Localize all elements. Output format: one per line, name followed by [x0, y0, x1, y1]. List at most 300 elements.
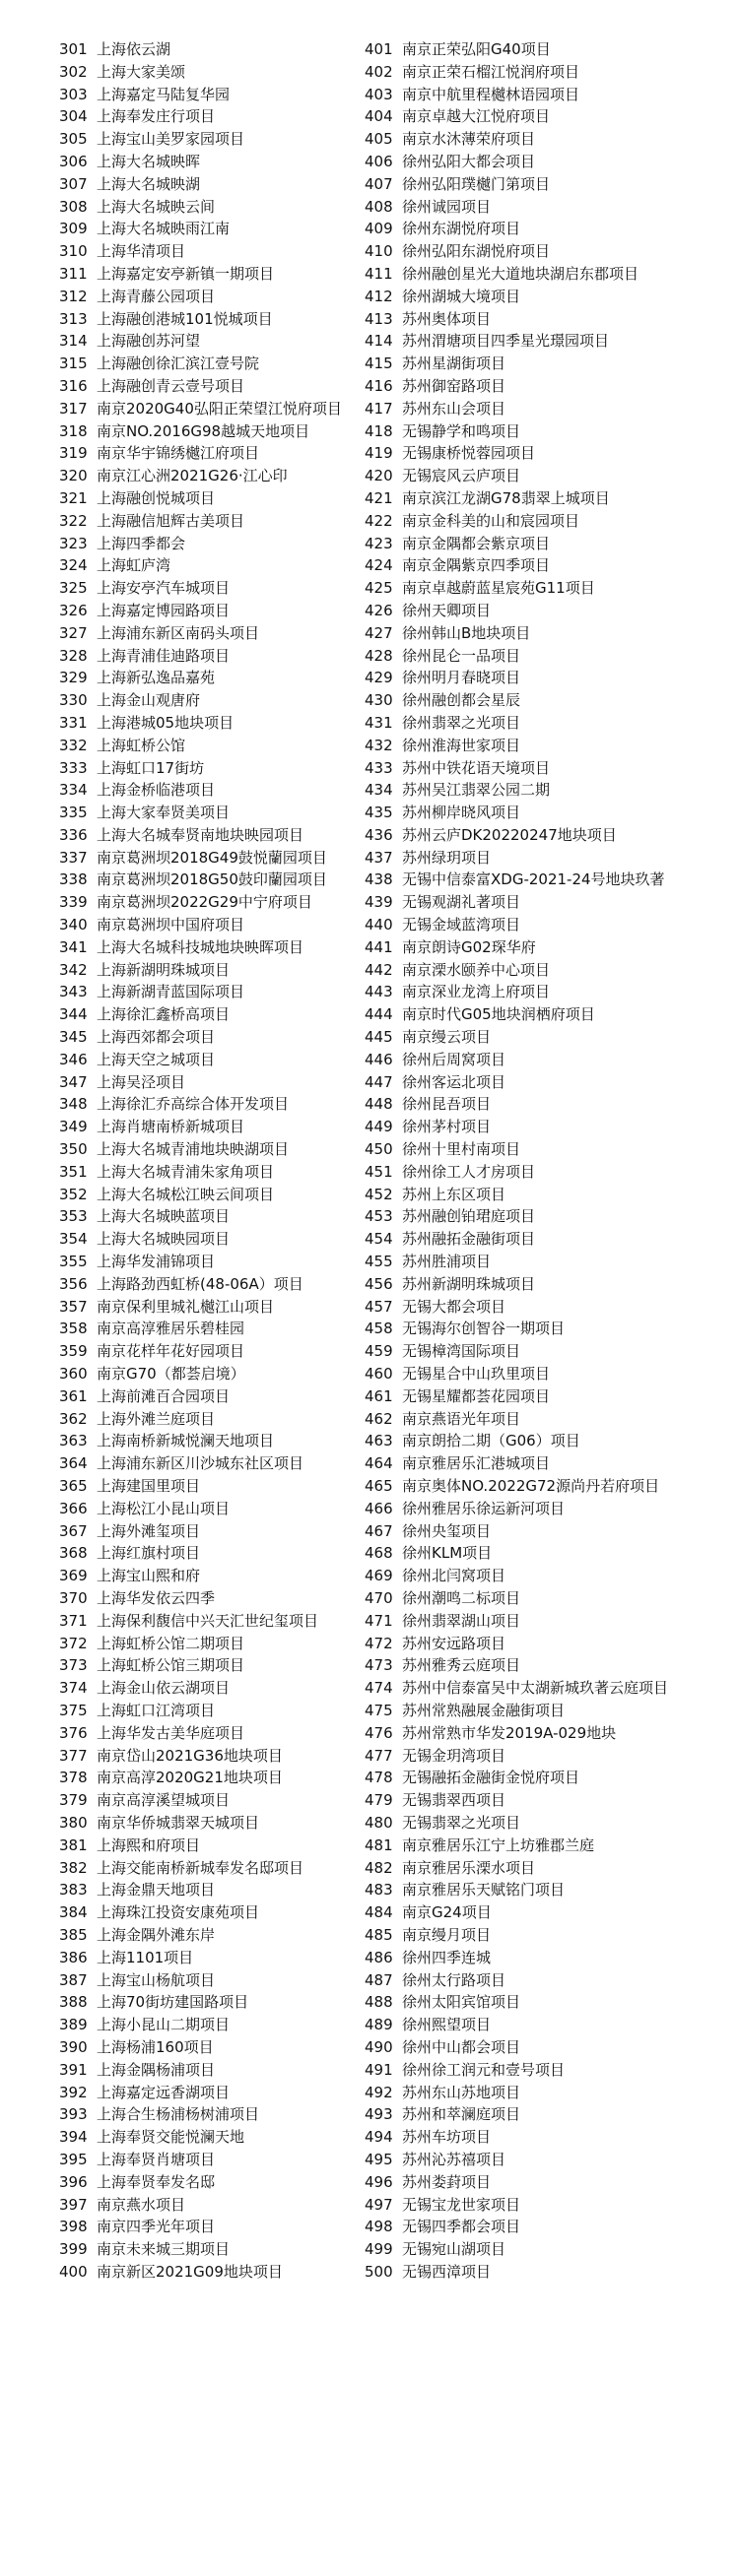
- list-item: [59, 2083, 355, 2103]
- item-number: 477: [365, 1746, 393, 1765]
- project-name: 上海松江小昆山项目: [97, 1499, 231, 1517]
- list-item: [365, 1858, 680, 1879]
- project-name: 上海嘉定博园路项目: [97, 601, 231, 619]
- item-number: 402: [365, 62, 393, 81]
- project-name: 上海奉贤交能悦澜天地: [97, 2128, 245, 2147]
- project-name: 南京中航里程樾林语园项目: [402, 85, 580, 103]
- item-number: 397: [59, 2195, 88, 2214]
- project-name: 上海新湖明珠城项目: [97, 960, 231, 979]
- list-item: [365, 1499, 680, 1519]
- project-name: 上海大名城奉贤南地块映园项目: [97, 825, 304, 844]
- item-number: 493: [365, 2105, 393, 2124]
- list-item: [365, 1050, 680, 1070]
- list-item: [365, 1701, 680, 1721]
- project-name: 上海金隅杨浦项目: [97, 2060, 216, 2079]
- project-name: 上海大名城映园项目: [97, 1230, 231, 1249]
- item-number: 315: [59, 354, 88, 373]
- project-name: 苏州沁苏禧项目: [402, 2150, 506, 2168]
- project-name: 上海奉贤肖塘项目: [97, 2150, 216, 2168]
- list-item: [365, 578, 680, 599]
- list-item: [365, 915, 680, 935]
- item-number: 327: [59, 623, 88, 642]
- list-item: [59, 2015, 355, 2035]
- item-number: 338: [59, 870, 88, 889]
- item-number: 491: [365, 2060, 393, 2079]
- list-item: [59, 1476, 355, 1497]
- item-number: 455: [365, 1253, 393, 1271]
- list-item: [365, 129, 680, 150]
- project-name: 苏州东山会项目: [402, 399, 506, 418]
- list-item: [365, 197, 680, 218]
- list-item: [59, 1880, 355, 1900]
- list-item: [59, 1206, 355, 1227]
- item-number: 494: [365, 2128, 393, 2147]
- list-item: [365, 2060, 680, 2081]
- list-item: [365, 2015, 680, 2035]
- project-name: 徐州潮鸣二标项目: [402, 1588, 521, 1607]
- project-name: 上海宝山美罗家园项目: [97, 130, 245, 149]
- item-number: 488: [365, 1993, 393, 2012]
- list-item: [365, 219, 680, 239]
- project-name: 苏州御窑路项目: [402, 376, 506, 395]
- list-item: [365, 534, 680, 554]
- project-name: 徐州四季连城: [402, 1948, 492, 1966]
- project-name: 徐州太行路项目: [402, 1970, 506, 1989]
- list-item: [59, 713, 355, 734]
- project-name: 苏州融拓金融街项目: [402, 1230, 536, 1249]
- project-name: 上海融创悦城项目: [97, 488, 216, 507]
- project-name: 徐州东湖悦府项目: [402, 220, 521, 238]
- project-name: 南京燕语光年项目: [402, 1409, 521, 1428]
- item-number: 356: [59, 1274, 88, 1293]
- list-item: [365, 1588, 680, 1609]
- project-name: 南京雅居乐天赋铭门项目: [402, 1881, 566, 1900]
- item-number: 498: [365, 2218, 393, 2236]
- item-number: 417: [365, 399, 393, 418]
- item-number: 437: [365, 848, 393, 867]
- list-item: [59, 331, 355, 352]
- item-number: 427: [365, 623, 393, 642]
- project-name: 南京葛洲坝2018G50鼓印蘭园项目: [97, 870, 327, 889]
- project-name: 南京G24项目: [402, 1903, 492, 1922]
- list-item: [365, 1027, 680, 1048]
- item-number: 422: [365, 511, 393, 530]
- item-number: 392: [59, 2083, 88, 2101]
- project-name: 上海建国里项目: [97, 1477, 201, 1495]
- item-number: 424: [365, 556, 393, 575]
- list-item: [59, 1746, 355, 1767]
- project-name: 南京未来城三期项目: [97, 2240, 231, 2259]
- project-name: 上海金山依云湖项目: [97, 1679, 231, 1698]
- list-item: [365, 1431, 680, 1451]
- project-name: 南京高淳溪望城项目: [97, 1791, 231, 1810]
- project-name: 南京2020G40弘阳正荣望江悦府项目: [97, 399, 342, 418]
- item-number: 390: [59, 2037, 88, 2056]
- list-item: [59, 1453, 355, 1474]
- list-item: [365, 646, 680, 667]
- item-number: 312: [59, 287, 88, 305]
- list-item: [365, 1970, 680, 1991]
- project-name: 上海70街坊建国路项目: [97, 1993, 249, 2012]
- project-name: 徐州翡翠湖山项目: [402, 1611, 521, 1630]
- project-name: 南京NO.2016G98越城天地项目: [97, 421, 310, 440]
- list-item: [59, 1117, 355, 1137]
- project-name: 南京雅居乐汇港城项目: [402, 1454, 551, 1473]
- project-name: 上海嘉定安亭新镇一期项目: [97, 264, 275, 283]
- item-number: 321: [59, 488, 88, 507]
- list-item: [59, 376, 355, 397]
- item-number: 398: [59, 2218, 88, 2236]
- project-name: 南京岱山2021G36地块项目: [97, 1746, 283, 1765]
- item-number: 343: [59, 983, 88, 1001]
- list-item: [365, 690, 680, 711]
- project-name: 徐州湖城大境项目: [402, 287, 521, 305]
- project-name: 南京葛洲坝2022G29中宁府项目: [97, 893, 312, 912]
- item-number: 318: [59, 421, 88, 440]
- list-item: [365, 982, 680, 1002]
- item-number: 490: [365, 2037, 393, 2056]
- list-item: [59, 1634, 355, 1654]
- list-item: [59, 152, 355, 172]
- item-number: 316: [59, 376, 88, 395]
- list-item: [59, 1274, 355, 1295]
- item-number: 382: [59, 1858, 88, 1877]
- list-item: [59, 1992, 355, 2013]
- project-name: 上海安亭汽车城项目: [97, 579, 231, 598]
- item-number: 478: [365, 1769, 393, 1787]
- item-number: 449: [365, 1118, 393, 1136]
- item-number: 419: [365, 444, 393, 463]
- item-number: 322: [59, 511, 88, 530]
- project-name: 上海四季都会: [97, 534, 186, 552]
- item-number: 446: [365, 1050, 393, 1068]
- list-item: [59, 2037, 355, 2058]
- project-name: 上海浦东新区南码头项目: [97, 623, 260, 642]
- list-item: [59, 1409, 355, 1430]
- list-item: [365, 1297, 680, 1318]
- project-name: 上海合生杨浦杨树浦项目: [97, 2105, 260, 2124]
- item-number: 305: [59, 130, 88, 149]
- project-name: 徐州淮海世家项目: [402, 736, 521, 754]
- list-item: [365, 39, 680, 60]
- item-number: 440: [365, 916, 393, 934]
- list-item: [59, 1970, 355, 1991]
- item-number: 495: [365, 2150, 393, 2168]
- project-name: 苏州车坊项目: [402, 2128, 492, 2147]
- project-name: 上海小昆山二期项目: [97, 2016, 231, 2034]
- project-name: 上海外滩兰庭项目: [97, 1409, 216, 1428]
- project-name: 南京葛洲坝中国府项目: [97, 916, 245, 934]
- project-name: 上海虹口17街坊: [97, 758, 205, 777]
- item-number: 344: [59, 1005, 88, 1024]
- list-item: [365, 960, 680, 981]
- item-number: 474: [365, 1679, 393, 1698]
- list-item: [365, 376, 680, 397]
- item-number: 340: [59, 916, 88, 934]
- item-number: 329: [59, 669, 88, 687]
- item-number: 387: [59, 1970, 88, 1989]
- item-number: 377: [59, 1746, 88, 1765]
- item-number: 351: [59, 1162, 88, 1181]
- project-name: 南京正荣弘阳G40项目: [402, 40, 551, 58]
- project-name: 无锡四季都会项目: [402, 2218, 521, 2236]
- item-number: 309: [59, 220, 88, 238]
- list-item: [365, 1386, 680, 1407]
- project-name: 徐州韩山B地块项目: [402, 623, 531, 642]
- project-name: 南京深业龙湾上府项目: [402, 983, 551, 1001]
- item-number: 324: [59, 556, 88, 575]
- list-item: [59, 511, 355, 532]
- project-name: 上海新湖青蓝国际项目: [97, 983, 245, 1001]
- item-number: 314: [59, 332, 88, 351]
- item-number: 481: [365, 1835, 393, 1854]
- item-number: 320: [59, 467, 88, 485]
- list-item: [59, 241, 355, 262]
- project-name: 上海前滩百合园项目: [97, 1386, 231, 1405]
- project-name: 南京G70（都荟启境）: [97, 1365, 245, 1384]
- item-number: 499: [365, 2240, 393, 2259]
- list-item: [59, 780, 355, 801]
- list-item: [365, 869, 680, 890]
- list-item: [59, 534, 355, 554]
- list-item: [365, 2150, 680, 2170]
- list-item: [365, 803, 680, 823]
- item-number: 373: [59, 1656, 88, 1675]
- item-number: 374: [59, 1679, 88, 1698]
- item-number: 302: [59, 62, 88, 81]
- list-item: [59, 129, 355, 150]
- list-item: [59, 937, 355, 958]
- item-number: 439: [365, 893, 393, 912]
- list-item: [59, 197, 355, 218]
- item-number: 339: [59, 893, 88, 912]
- item-number: 363: [59, 1432, 88, 1450]
- item-number: 473: [365, 1656, 393, 1675]
- list-item: [365, 555, 680, 576]
- item-number: 358: [59, 1320, 88, 1338]
- list-item: [365, 758, 680, 779]
- item-number: 369: [59, 1567, 88, 1585]
- item-number: 435: [365, 804, 393, 822]
- project-name: 南京水沐薄荣府项目: [402, 130, 536, 149]
- project-name: 无锡海尔创智谷一期项目: [402, 1320, 566, 1338]
- list-item: [365, 1768, 680, 1788]
- item-number: 386: [59, 1948, 88, 1966]
- project-name: 上海港城05地块项目: [97, 713, 235, 732]
- project-name: 南京雅居乐江宁上坊雅郡兰庭: [402, 1835, 595, 1854]
- project-name: 苏州柳岸晓风项目: [402, 804, 521, 822]
- item-number: 352: [59, 1185, 88, 1203]
- list-item: [59, 1162, 355, 1183]
- item-number: 406: [365, 152, 393, 170]
- list-item: [59, 309, 355, 330]
- project-name: 上海华发浦锦项目: [97, 1253, 216, 1271]
- project-name: 上海1101项目: [97, 1948, 194, 1966]
- item-number: 384: [59, 1903, 88, 1922]
- list-item: [59, 1431, 355, 1451]
- list-item: [59, 1701, 355, 1721]
- list-item: [59, 1094, 355, 1115]
- project-name: 苏州常熟融展金融街项目: [402, 1701, 566, 1719]
- list-item: [59, 488, 355, 509]
- project-name: 苏州新湖明珠城项目: [402, 1274, 536, 1293]
- project-name: 上海大名城映晖: [97, 152, 201, 170]
- item-number: 347: [59, 1072, 88, 1091]
- item-number: 441: [365, 937, 393, 956]
- item-number: 430: [365, 691, 393, 710]
- item-number: 471: [365, 1611, 393, 1630]
- list-item: [59, 2239, 355, 2260]
- list-item: [365, 937, 680, 958]
- project-name: 上海宝山杨航项目: [97, 1970, 216, 1989]
- list-item: [365, 354, 680, 374]
- project-name: 无锡宸风云庐项目: [402, 467, 521, 485]
- item-number: 492: [365, 2083, 393, 2101]
- item-number: 461: [365, 1386, 393, 1405]
- item-number: 304: [59, 107, 88, 126]
- item-number: 425: [365, 579, 393, 598]
- list-item: [59, 803, 355, 823]
- list-item: [365, 2104, 680, 2125]
- item-number: 443: [365, 983, 393, 1001]
- list-item: [59, 690, 355, 711]
- project-name: 南京卓越蔚蓝星宸苑G11项目: [402, 579, 595, 598]
- list-item: [59, 264, 355, 285]
- project-name: 徐州徐工润元和壹号项目: [402, 2060, 566, 2079]
- project-name: 上海交能南桥新城奉发名邸项目: [97, 1858, 304, 1877]
- item-number: 359: [59, 1342, 88, 1361]
- item-number: 355: [59, 1253, 88, 1271]
- item-number: 313: [59, 309, 88, 328]
- project-name: 苏州中铁花语天境项目: [402, 758, 551, 777]
- list-item: [59, 758, 355, 779]
- project-name: 上海新弘逸品嘉苑: [97, 669, 216, 687]
- item-number: 405: [365, 130, 393, 149]
- project-name: 南京高淳雅居乐碧桂园: [97, 1320, 245, 1338]
- list-item: [59, 2262, 355, 2283]
- item-number: 362: [59, 1409, 88, 1428]
- item-number: 311: [59, 264, 88, 283]
- list-item: [365, 1992, 680, 2013]
- item-number: 420: [365, 467, 393, 485]
- item-number: 371: [59, 1611, 88, 1630]
- project-name: 无锡宛山湖项目: [402, 2240, 506, 2259]
- list-item: [365, 287, 680, 307]
- list-item: [59, 960, 355, 981]
- project-name: 南京华宇锦绣樾江府项目: [97, 444, 260, 463]
- item-number: 368: [59, 1544, 88, 1563]
- item-number: 332: [59, 736, 88, 754]
- list-item: [365, 421, 680, 442]
- item-number: 456: [365, 1274, 393, 1293]
- project-name: 南京奥体NO.2022G72源尚丹若府项目: [402, 1477, 660, 1495]
- project-name: 苏州安远路项目: [402, 1634, 506, 1652]
- list-item: [365, 1409, 680, 1430]
- project-name: 上海大名城映蓝项目: [97, 1207, 231, 1226]
- list-item: [365, 1341, 680, 1362]
- project-name: 上海路劲西虹桥(48-06A）项目: [97, 1274, 303, 1293]
- list-item: [365, 1543, 680, 1564]
- list-item: [59, 1252, 355, 1272]
- item-number: 385: [59, 1925, 88, 1944]
- list-item: [59, 1319, 355, 1339]
- project-name: 南京燕水项目: [97, 2195, 186, 2214]
- list-item: [59, 106, 355, 127]
- item-number: 334: [59, 781, 88, 800]
- project-name: 徐州明月春晓项目: [402, 669, 521, 687]
- list-item: [59, 601, 355, 621]
- project-name: 徐州十里村南项目: [402, 1140, 521, 1159]
- item-number: 372: [59, 1634, 88, 1652]
- list-item: [59, 1948, 355, 1968]
- list-item: [365, 1678, 680, 1699]
- project-name: 上海华清项目: [97, 242, 186, 261]
- project-name: 苏州上东区项目: [402, 1185, 506, 1203]
- item-number: 393: [59, 2105, 88, 2124]
- project-name: 徐州中山都会项目: [402, 2037, 521, 2056]
- project-name: 南京朗拾二期（G06）项目: [402, 1432, 580, 1450]
- list-item: [365, 1185, 680, 1205]
- item-number: 346: [59, 1050, 88, 1068]
- list-item: [59, 982, 355, 1002]
- project-name: 上海奉贤奉发名邸: [97, 2172, 216, 2191]
- list-item: [59, 1655, 355, 1676]
- list-item: [365, 1835, 680, 1856]
- project-name: 上海红旗村项目: [97, 1544, 201, 1563]
- list-item: [365, 1072, 680, 1093]
- list-item: [59, 1185, 355, 1205]
- item-number: 341: [59, 937, 88, 956]
- project-name: 上海杨浦160项目: [97, 2037, 214, 2056]
- item-number: 336: [59, 825, 88, 844]
- list-item: [59, 668, 355, 688]
- item-number: 404: [365, 107, 393, 126]
- item-number: 407: [365, 174, 393, 193]
- item-number: 457: [365, 1297, 393, 1316]
- project-name: 徐州后周窝项目: [402, 1050, 506, 1068]
- project-name: 苏州融创铂珺庭项目: [402, 1207, 536, 1226]
- project-name: 上海青浦佳迪路项目: [97, 646, 231, 665]
- project-name: 上海大家美颂: [97, 62, 186, 81]
- item-number: 401: [365, 40, 393, 58]
- project-name: 无锡大都会项目: [402, 1297, 506, 1316]
- list-item: [59, 1902, 355, 1923]
- item-number: 462: [365, 1409, 393, 1428]
- project-name: 无锡中信泰富XDG-2021-24号地块玖著: [402, 870, 665, 889]
- project-name: 徐州茅村项目: [402, 1118, 492, 1136]
- item-number: 383: [59, 1881, 88, 1900]
- project-name: 上海金鼎天地项目: [97, 1881, 216, 1900]
- list-item: [59, 2104, 355, 2125]
- item-number: 442: [365, 960, 393, 979]
- list-item: [365, 331, 680, 352]
- list-item: [59, 2195, 355, 2216]
- item-number: 317: [59, 399, 88, 418]
- item-number: 496: [365, 2172, 393, 2191]
- list-item: [59, 1835, 355, 1856]
- project-name: 无锡翡翠西项目: [402, 1791, 506, 1810]
- item-number: 475: [365, 1701, 393, 1719]
- project-name: 南京雅居乐溧水项目: [402, 1858, 536, 1877]
- project-name: 徐州诚园项目: [402, 197, 492, 216]
- item-number: 458: [365, 1320, 393, 1338]
- project-name: 无锡翡翠之光项目: [402, 1813, 521, 1832]
- project-name: 无锡金域蓝湾项目: [402, 916, 521, 934]
- project-name: 上海肖塘南桥新城项目: [97, 1118, 245, 1136]
- project-name: 上海融创港城101悦城项目: [97, 309, 273, 328]
- list-item: [365, 1274, 680, 1295]
- list-item: [59, 578, 355, 599]
